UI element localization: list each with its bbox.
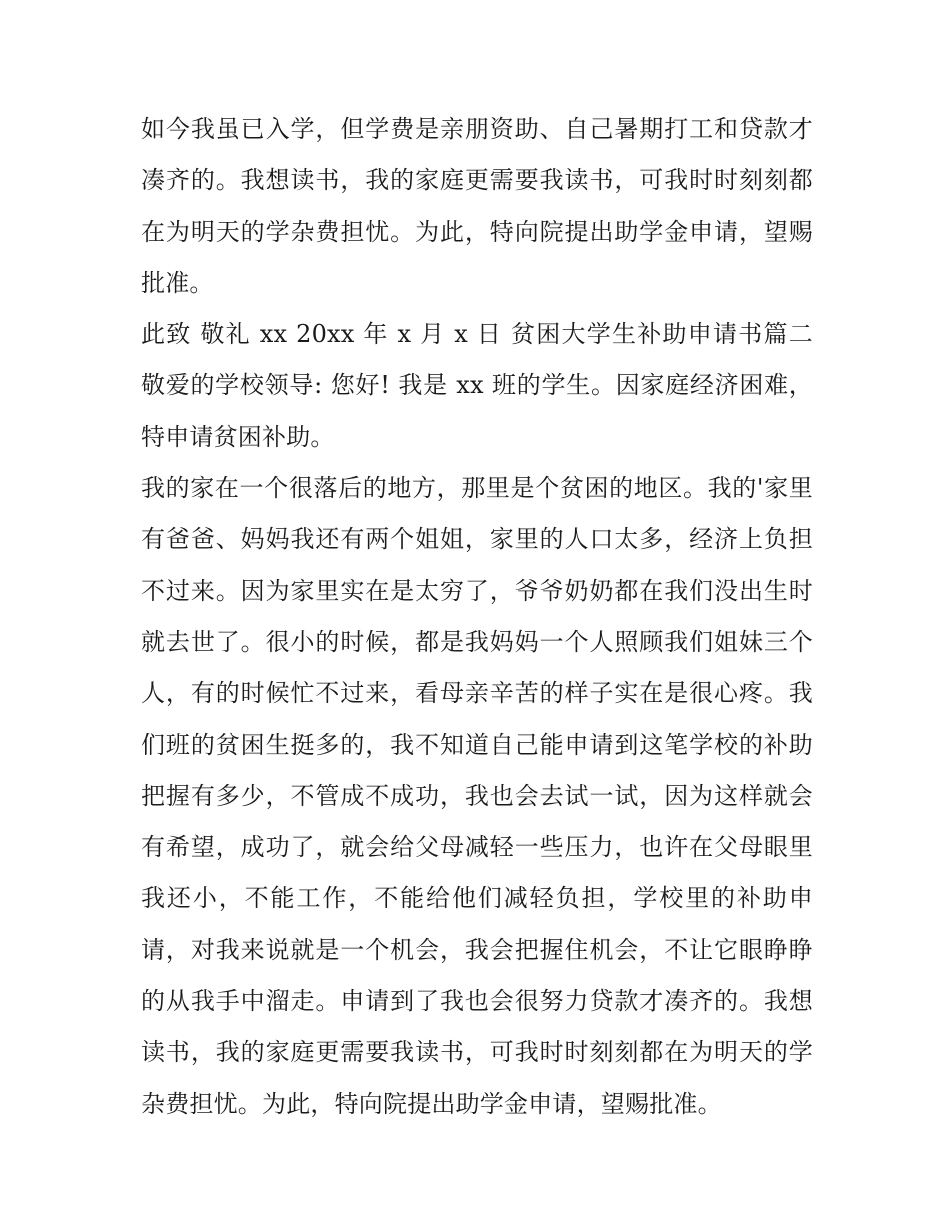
paragraph-family-background: 我的家在一个很落后的地方，那里是个贫困的地区。我的'家里有爸爸、妈妈我还有两个姐姐，家里的人口太多，经济上负担不过来。因为家里实在是太穷了，爷爷奶奶都在我们没出生时就去世了。很小的时候，都是我妈妈一个人照顾我们姐妹三个人，有的时候忙不过来，看母亲辛苦的样子实在是很心疼。我们班的贫困生挺多的，我不知道自己能申请到这笔学校的补助把握有多少，不管成不成功，我也会去试一试，因为这样就会有希望，成功了，就会给父母减轻一些压力，也许在父母眼里我还小，不能工作，不能给他们减轻负担，学校里的补助申请，对我来说就是一个机会，我会把握住机会，不让它眼睁睁的从我手中溜走。申请到了我也会很努力贷款才凑齐的。我想读书，我的家庭更需要我读书，可我时时刻刻都在为明天的学杂费担忧。为此，特向院提出助学金申请，望赐批准。	[141, 474, 813, 1118]
paragraph-tuition-situation: 如今我虽已入学，但学费是亲朋资助、自己暑期打工和贷款才凑齐的。我想读书，我的家庭更需要我读书，可我时时刻刻都在为明天的学杂费担忧。为此，特向院提出助学金申请，望赐批准。	[141, 115, 813, 297]
document-body	[141, 104, 813, 1130]
paragraph-closing-and-greeting: 此致 敬礼 xx 20xx 年 x 月 x 日 贫困大学生补助申请书篇二 敬爱的学校领导: 您好! 我是 xx 班的学生。因家庭经济困难，特申请贫困补助。	[141, 320, 813, 451]
